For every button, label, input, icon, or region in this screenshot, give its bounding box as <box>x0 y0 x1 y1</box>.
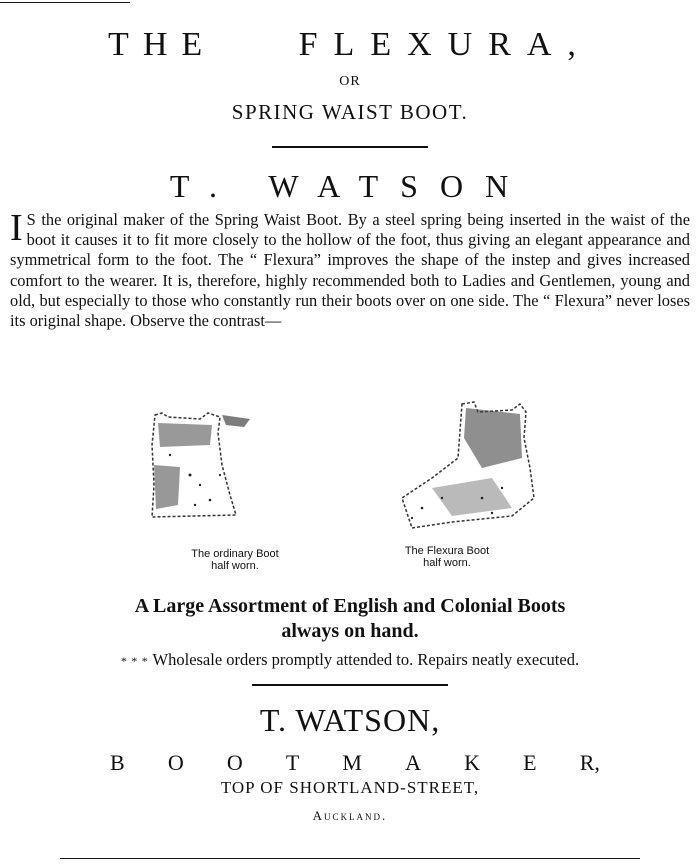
trade-title <box>110 750 600 776</box>
signature-name: T. WATSON, <box>259 702 441 738</box>
wholesale-text: Wholesale orders promptly attended to. Repairs neatly executed. <box>152 650 580 669</box>
assortment-notice <box>0 594 700 644</box>
ordinary-boot-caption <box>160 548 310 572</box>
trade-letter: R, <box>579 750 600 775</box>
title-word-the: THE <box>108 26 217 63</box>
ordinary-boot-caption-line1: The ordinary Boot <box>191 548 279 560</box>
body-paragraph <box>10 207 690 331</box>
or-text: OR <box>339 74 361 89</box>
address: TOP OF SHORTLAND-STREET, <box>220 778 480 797</box>
body-text: S the original maker of the Spring Waist Boot. By a steel spring being inserted in the waist of the boot it causes it to fit more closely to the hollow of the foot, thus giving an elegant appearance and symmetrical form to the foot. The “ Flexura” improves the shape of the instep and gives increased comfort to the wearer. It is, therefore, highly recommended both to Ladies and Gentlemen, young and old, but especially to those who constantly run their boots over on one side. The “ Flexura” never loses its original shape. Observe the contrast— <box>10 210 690 331</box>
trade-letter: O <box>167 750 184 775</box>
assortment-line-1: A Large Assortment of English and Colonial Boots <box>134 595 566 617</box>
divider-rule-1 <box>272 146 428 148</box>
subtitle: SPRING WAIST BOOT. <box>231 100 469 124</box>
bottom-border-rule <box>60 858 640 859</box>
title-word-flexura: FLEXURA, <box>298 26 592 63</box>
city: Auckland. <box>312 808 388 823</box>
trade-letter: T <box>285 750 300 775</box>
trade-letter: O <box>226 750 243 775</box>
trade-letter: B <box>110 750 125 775</box>
flexura-boot-caption-line1: The Flexura Boot <box>404 545 490 557</box>
trade-letter: M <box>342 750 362 775</box>
maker-name: T. WATSON <box>169 168 531 204</box>
asterism-icon: * * * <box>120 654 149 668</box>
trade-letter: A <box>405 750 421 775</box>
ordinary-boot-illustration <box>140 405 270 525</box>
trade-letter: E <box>523 750 537 775</box>
top-border-rule <box>0 2 130 3</box>
page-title <box>0 26 700 64</box>
flexura-boot-caption <box>372 545 522 569</box>
trade-letter: K <box>464 750 481 775</box>
flexura-boot-illustration <box>392 398 542 538</box>
ordinary-boot-caption-line2: half worn. <box>211 560 259 572</box>
drop-cap: I <box>10 207 23 249</box>
wholesale-notice <box>0 650 700 670</box>
divider-rule-2 <box>252 684 448 686</box>
assortment-line-2: always on hand. <box>281 620 419 642</box>
flexura-boot-caption-line2: half worn. <box>423 557 471 569</box>
